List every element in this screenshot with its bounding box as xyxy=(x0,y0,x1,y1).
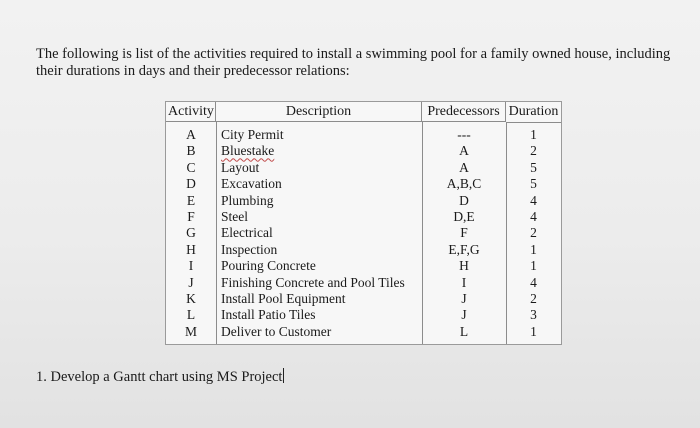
duration-cell: 5 xyxy=(530,159,537,175)
table-row xyxy=(166,193,561,209)
duration-cell: 1 xyxy=(530,323,537,339)
description-cell: Install Pool Equipment xyxy=(221,290,346,306)
table-row xyxy=(166,209,561,225)
duration-cell: 2 xyxy=(530,143,537,159)
question-text: Develop a Gantt chart using MS Project xyxy=(50,369,283,385)
duration-cell: 3 xyxy=(530,307,537,323)
text-cursor xyxy=(283,368,284,383)
predecessors-cell: D xyxy=(459,192,469,208)
duration-cell: 2 xyxy=(530,225,537,241)
duration-cell: 4 xyxy=(530,192,537,208)
description-cell: Pouring Concrete xyxy=(221,258,316,274)
activity-cell: K xyxy=(186,290,196,306)
activity-cell: J xyxy=(188,274,194,290)
description-cell: Deliver to Customer xyxy=(221,323,332,339)
description-cell: Layout xyxy=(221,159,260,175)
table-body xyxy=(166,127,561,340)
table-row xyxy=(166,242,561,258)
activity-cell: F xyxy=(187,208,195,224)
activity-cell: G xyxy=(186,225,196,241)
duration-cell: 1 xyxy=(530,241,537,257)
predecessors-cell: H xyxy=(459,258,469,274)
question-number: 1. xyxy=(36,369,47,385)
activity-cell: C xyxy=(186,159,196,175)
spellcheck-underline: Bluestake xyxy=(221,143,275,159)
predecessors-cell: A,B,C xyxy=(446,176,482,192)
duration-cell: 4 xyxy=(530,208,537,224)
table-row xyxy=(166,225,561,241)
description-cell: Plumbing xyxy=(221,192,274,208)
predecessors-cell: E,F,G xyxy=(448,241,480,257)
header-activity: Activity xyxy=(166,102,216,122)
duration-cell: 1 xyxy=(530,258,537,274)
table-row xyxy=(166,176,561,192)
activity-cell: E xyxy=(186,192,196,208)
activity-cell: H xyxy=(186,241,196,257)
table-row xyxy=(166,324,561,340)
table-row xyxy=(166,291,561,307)
description-cell: Electrical xyxy=(221,225,273,241)
duration-cell: 5 xyxy=(530,176,537,192)
description-cell xyxy=(221,143,421,159)
duration-cell: 2 xyxy=(530,290,537,306)
description-cell: Inspection xyxy=(221,241,278,257)
activity-cell: L xyxy=(186,307,196,323)
table-row xyxy=(166,275,561,291)
activity-cell: M xyxy=(184,323,197,339)
predecessors-cell: L xyxy=(459,323,469,339)
description-cell: Finishing Concrete and Pool Tiles xyxy=(221,274,405,290)
description-cell: City Permit xyxy=(221,127,284,142)
activity-cell: D xyxy=(186,176,196,192)
description-cell: Install Patio Tiles xyxy=(221,307,316,323)
table-row xyxy=(166,258,561,274)
predecessors-cell: F xyxy=(460,225,468,241)
duration-cell: 1 xyxy=(530,127,537,142)
activities-table xyxy=(165,101,562,345)
table-row xyxy=(166,127,561,143)
header-duration: Duration xyxy=(506,102,561,123)
header-description: Description xyxy=(216,102,422,122)
predecessors-cell: A xyxy=(459,159,469,175)
predecessors-cell: A xyxy=(459,143,469,159)
activity-cell: A xyxy=(186,127,196,142)
header-predecessors: Predecessors xyxy=(422,102,506,122)
description-cell: Excavation xyxy=(221,176,282,192)
activity-cell: I xyxy=(188,258,194,274)
duration-cell: 4 xyxy=(530,274,537,290)
activity-cell: B xyxy=(186,143,196,159)
predecessors-cell: D,E xyxy=(453,208,475,224)
table-row xyxy=(166,160,561,176)
intro-paragraph: The following is list of the activities required to install a swimming pool for a family owned house, including their durations in days and their predecessor relations: xyxy=(36,46,671,79)
predecessors-cell: I xyxy=(461,274,467,290)
predecessors-cell: J xyxy=(461,290,467,306)
table-row xyxy=(166,307,561,323)
question-line xyxy=(36,368,284,386)
table-row xyxy=(166,143,561,159)
predecessors-cell: J xyxy=(461,307,467,323)
description-cell: Steel xyxy=(221,208,248,224)
predecessors-cell: --- xyxy=(457,127,471,142)
